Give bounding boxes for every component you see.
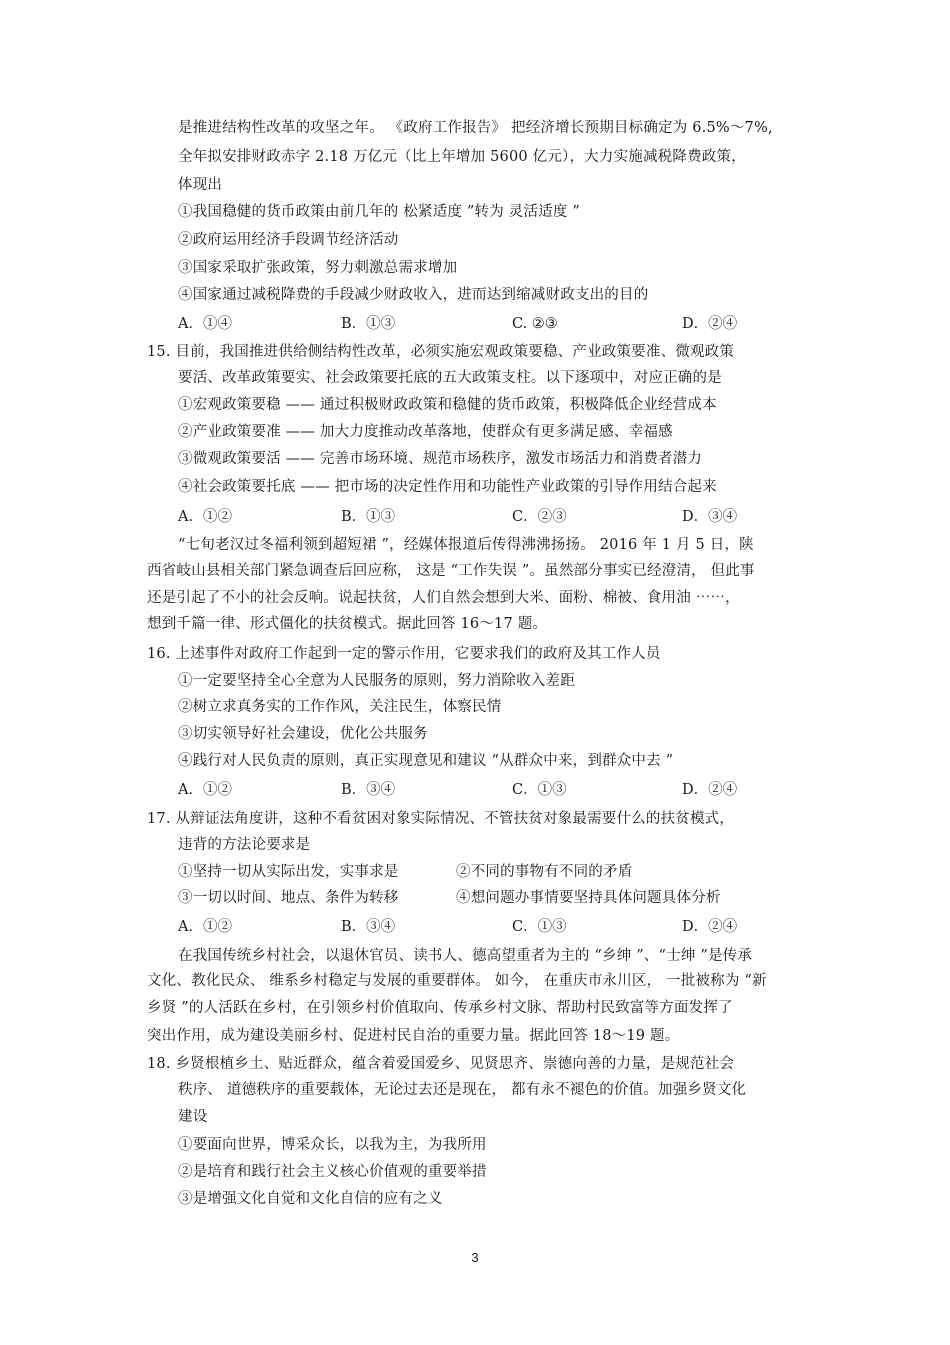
q18-item-1: ①要面向世界，博采众长，以我为主，为我所用: [178, 1137, 487, 1153]
q17-item-2: ②不同的事物有不同的矛盾: [456, 864, 633, 880]
q14-item-1: ①我国稳健的货币政策由前几年的 松紧适度 ”转为 灵活适度 ”: [178, 204, 580, 220]
q17-stem-line-2: 违背的方法论要求是: [178, 837, 311, 853]
q17-stem-line-1: 17. 从辩证法角度讲，这种不看贫困对象实际情况、不管扶贫对象最需要什么的扶贫模式，: [147, 811, 735, 827]
page-number: 3: [471, 1250, 479, 1265]
q15-stem-line-2: 要活、改革政策要实、社会政策要托底的五大政策支柱。以下逐项中，对应正确的是: [178, 370, 722, 386]
q14-item-2: ②政府运用经济手段调节经济活动: [178, 232, 399, 248]
q16-item-1: ①一定要坚持全心全意为人民服务的原则，努力消除收入差距: [178, 673, 575, 689]
q17-item-4: ④想问题办事情要坚持具体问题具体分析: [456, 890, 721, 906]
passage-18-19-line-3: 乡贤 ”的人活跃在乡村，在引领乡村价值取向、传承乡村文脉、帮助村民致富等方面发挥了: [147, 1000, 733, 1016]
q14-option-b: B．①③: [341, 316, 396, 332]
q18-stem-line-2: 秩序、 道德秩序的重要载体，无论过去还是现在， 都有永不褪色的价值。加强乡贤文化: [178, 1082, 747, 1098]
q15-item-2: ②产业政策要准 —— 加大力度推动改革落地，使群众有更多满足感、幸福感: [178, 424, 673, 440]
q15-option-a: A．①②: [178, 509, 232, 525]
passage-18-19-line-2: 文化、教化民众、 维系乡村稳定与发展的重要群体。 如今， 在重庆市永川区， 一批被称为 “新: [147, 973, 767, 989]
q16-option-a: A．①②: [178, 782, 232, 798]
q14-item-4: ④国家通过减税降费的手段减少财政收入，进而达到缩减财政支出的目的: [178, 287, 649, 303]
q15-item-4: ④社会政策要托底 —— 把市场的决定性作用和功能性产业政策的引导作用结合起来: [178, 479, 717, 495]
passage-16-17-line-1: “七旬老汉过冬福利领到超短裙 ”，经媒体报道后传得沸沸扬扬。 2016 年 1 月 5 日，陕: [178, 537, 754, 553]
q18-item-2: ②是培育和践行社会主义核心价值观的重要举措: [178, 1164, 487, 1180]
q15-item-3: ③微观政策要活 —— 完善市场环境、规范市场秩序，激发市场活力和消费者潜力: [178, 451, 703, 467]
passage-16-17-line-2: 西省岐山县相关部门紧急调查后回应称， 这是 “工作失误 ”。虽然部分事实已经澄清， 但此事: [147, 563, 755, 579]
q17-option-d: D．②④: [682, 919, 738, 935]
passage-16-17-line-3: 还是引起了不小的社会反响。说起扶贫，人们自然会想到大米、面粉、棉被、食用油 ⋯⋯，: [147, 590, 740, 606]
q15-option-d: D．③④: [682, 509, 738, 525]
q15-item-1: ①宏观政策要稳 —— 通过积极财政政策和稳健的货币政策，积极降低企业经营成本: [178, 397, 717, 413]
q14-item-3: ③国家采取扩张政策，努力刺激总需求增加: [178, 260, 458, 276]
q15-option-c: C．②③: [512, 509, 567, 525]
q17-item-3: ③一切以时间、地点、条件为转移: [178, 890, 399, 906]
q17-option-a: A．①②: [178, 919, 232, 935]
passage-16-17-line-4: 想到千篇一律、形式僵化的扶贫模式。据此回答 16～17 题。: [147, 616, 548, 632]
q14-option-c: C. ②③: [512, 316, 558, 332]
q17-option-c: C．①③: [512, 919, 567, 935]
passage-18-19-line-1: 在我国传统乡村社会，以退休官员、读书人、德高望重者为主的 “乡绅 ”、“士绅 ”是传承: [178, 948, 753, 964]
q16-stem-line-1: 16. 上述事件对政府工作起到一定的警示作用，它要求我们的政府及其工作人员: [147, 646, 661, 662]
q14-option-d: D．②④: [682, 316, 738, 332]
q15-stem-line-1: 15. 目前，我国推进供给侧结构性改革，必须实施宏观政策要稳、产业政策要准、微观政策: [147, 344, 735, 360]
q16-option-b: B．③④: [341, 782, 396, 798]
q16-item-3: ③切实领导好社会建设，优化公共服务: [178, 726, 428, 742]
q14-stem-line-1: 是推进结构性改革的攻坚之年。 《政府工作报告》 把经济增长预期目标确定为 6.5%～7%,: [178, 120, 773, 136]
q17-option-b: B．③④: [341, 919, 396, 935]
q14-stem-line-2: 全年拟安排财政赤字 2.18 万亿元（比上年增加 5600 亿元），大力实施减税降费政策，: [178, 149, 746, 165]
q16-option-c: C．①③: [512, 782, 567, 798]
q18-stem-line-3: 建设: [178, 1109, 208, 1125]
q17-item-1: ①坚持一切从实际出发，实事求是: [178, 864, 399, 880]
passage-18-19-line-4: 突出作用，成为建设美丽乡村、促进村民自治的重要力量。据此回答 18～19 题。: [147, 1028, 680, 1044]
q14-stem-line-3: 体现出: [178, 177, 223, 193]
q14-option-a: A．①④: [178, 316, 232, 332]
q18-item-3: ③是增强文化自觉和文化自信的应有之义: [178, 1191, 443, 1207]
q16-item-4: ④践行对人民负责的原则，真正实现意见和建议 “从群众中来，到群众中去 ”: [178, 753, 674, 769]
q16-item-2: ②树立求真务实的工作作风，关注民生，体察民情: [178, 699, 502, 715]
q18-stem-line-1: 18. 乡贤根植乡土、贴近群众，蕴含着爱国爱乡、见贤思齐、崇德向善的力量，是规范社会: [147, 1056, 735, 1072]
q16-option-d: D．②④: [682, 782, 738, 798]
q15-option-b: B．①③: [341, 509, 396, 525]
